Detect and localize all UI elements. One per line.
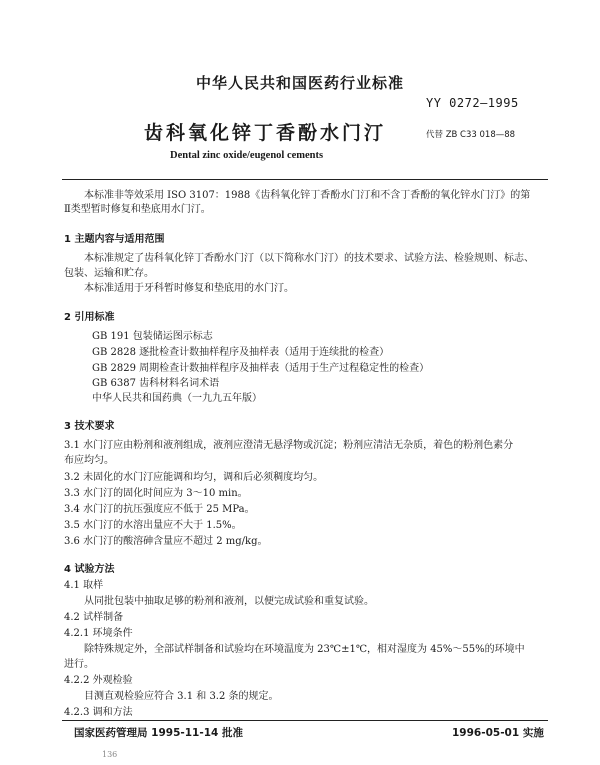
standard-code: YY 0272—1995 xyxy=(426,96,519,110)
clause-4-2-2: 4.2.2 外观检验 xyxy=(64,675,133,686)
section-3-heading: 3 技术要求 xyxy=(64,421,115,432)
section-1-line-2: 包装、运输和贮存。 xyxy=(64,268,154,279)
section-1-line-3: 本标准适用于牙科暂时修复和垫底用的水门汀。 xyxy=(84,283,294,294)
req-3-4: 3.4 水门汀的抗压强度应不低于 25 MPa。 xyxy=(64,504,255,515)
clause-4-2-3: 4.2.3 调和方法 xyxy=(64,707,133,718)
clause-4-2-2-text: 目测直观检验应符合 3.1 和 3.2 条的规定。 xyxy=(84,691,279,702)
approval-line: 国家医药管理局 1995-11-14 批准 xyxy=(74,727,243,739)
replaces-note: 代替 ZB C33 018—88 xyxy=(426,130,516,140)
clause-4-1-text: 从同批包装中抽取足够的粉剂和液剂，以便完成试验和重复试验。 xyxy=(84,596,374,607)
footer-divider xyxy=(62,720,548,721)
req-3-1-line-2: 布应均匀。 xyxy=(64,455,114,466)
reference-gb2828: GB 2828 逐批检查计数抽样程序及抽样表（适用于连续批的检查） xyxy=(92,347,390,358)
page-number: 136 xyxy=(102,750,118,759)
section-1-line-1: 本标准规定了齿科氧化锌丁香酚水门汀（以下简称水门汀）的技术要求、试验方法、检验规则、标志、 xyxy=(84,253,534,264)
reference-pharmacopoeia: 中华人民共和国药典（一九九五年版） xyxy=(92,393,262,404)
reference-gb2829: GB 2829 周期检查计数抽样程序及抽样表（适用于生产过程稳定性的检查） xyxy=(92,363,430,374)
req-3-6: 3.6 水门汀的酸溶砷含量应不超过 2 mg/kg。 xyxy=(64,536,268,547)
req-3-3: 3.3 水门汀的固化时间应为 3～10 min。 xyxy=(64,488,248,499)
clause-4-2-1-line-1: 除特殊规定外，全部试样制备和试验均在环境温度为 23℃±1℃，相对湿度为 45%～55%的环境中 xyxy=(84,644,525,655)
header-divider xyxy=(62,179,548,180)
section-1-heading: 1 主题内容与适用范围 xyxy=(64,234,165,245)
clause-4-2-1: 4.2.1 环境条件 xyxy=(64,628,133,639)
reference-gb191: GB 191 包装储运图示标志 xyxy=(92,331,213,342)
intro-line-1: 本标准非等效采用 ISO 3107：1988《齿科氧化锌丁香酚水门汀和不含丁香酚的氧化锌水门汀》的第 xyxy=(84,190,531,201)
clause-4-2-1-line-2: 进行。 xyxy=(64,659,94,670)
reference-gb6387: GB 6387 齿科材料名词术语 xyxy=(92,378,220,389)
clause-4-1: 4.1 取样 xyxy=(64,580,104,591)
req-3-1-line-1: 3.1 水门汀应由粉剂和液剂组成，液剂应澄清无悬浮物或沉淀；粉剂应清洁无杂质，着色的粉剂色素分 xyxy=(64,440,514,451)
standard-title: 中华人民共和国医药行业标准 xyxy=(195,74,404,92)
intro-line-2: Ⅱ类型暂时修复和垫底用水门汀。 xyxy=(64,204,211,215)
req-3-2: 3.2 未固化的水门汀应能调和均匀，调和后必须稠度均匀。 xyxy=(64,472,324,483)
english-title: Dental zinc oxide/eugenol cements xyxy=(170,150,324,161)
clause-4-2: 4.2 试样制备 xyxy=(64,612,124,623)
section-4-heading: 4 试验方法 xyxy=(64,564,115,575)
effective-date: 1996-05-01 实施 xyxy=(452,727,544,739)
req-3-5: 3.5 水门汀的水溶出量应不大于 1.5%。 xyxy=(64,520,242,531)
section-2-heading: 2 引用标准 xyxy=(64,312,115,323)
document-title: 齿科氧化锌丁香酚水门汀 xyxy=(144,122,387,144)
